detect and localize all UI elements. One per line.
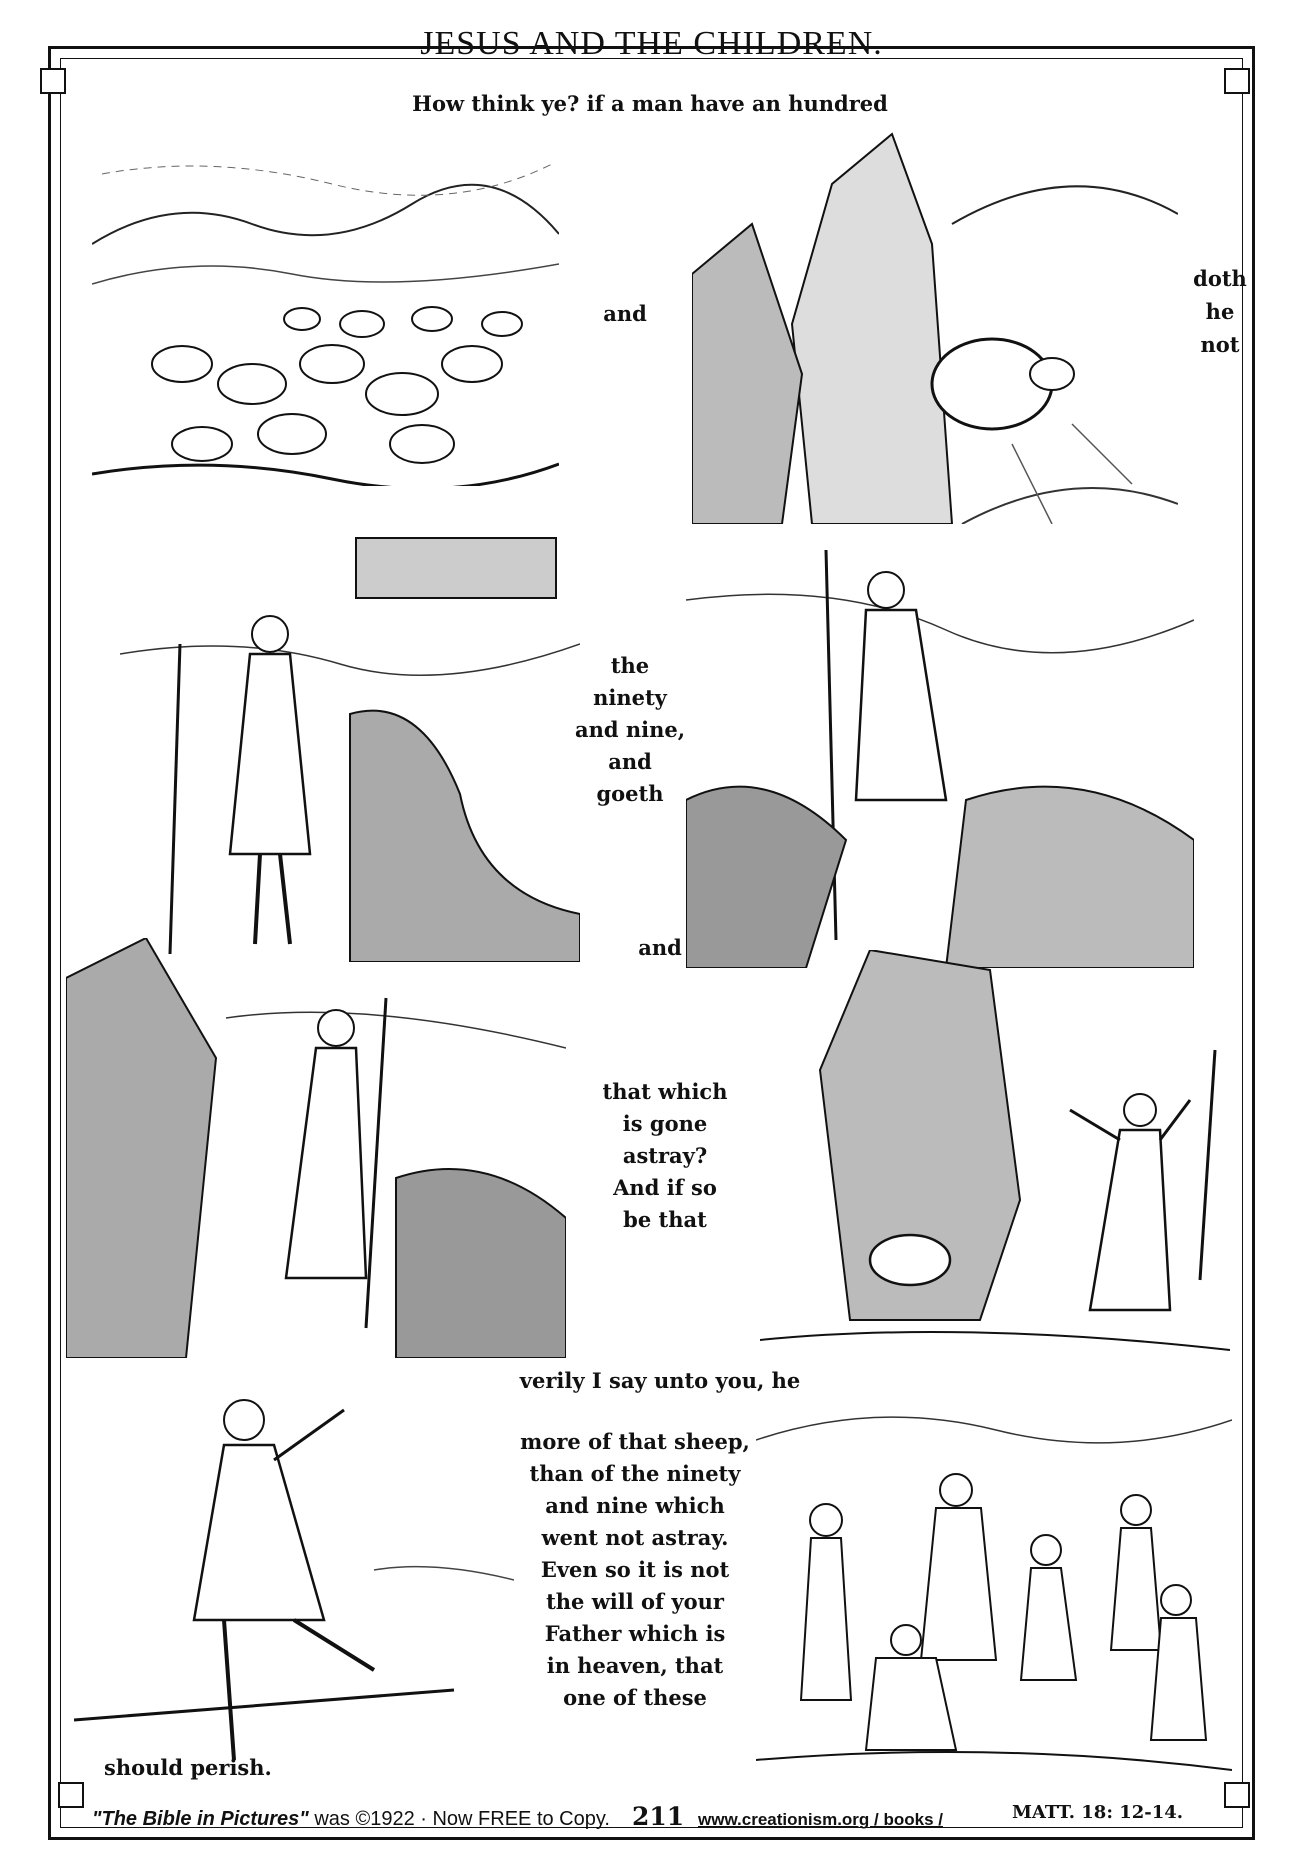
shepherd-finds-sheep-picture	[760, 950, 1230, 1370]
text-more-of-that-sheep: more of that sheep, than of the ninety and nine which went not astray. Even so it is not the will of your Father which is in heaven, that one of these	[520, 1429, 750, 1710]
copyright-note	[92, 1808, 610, 1831]
text-gone-astray: that which is gone astray? And if so be that	[602, 1079, 728, 1232]
text-ninety-and-nine: the ninety and nine, and goeth	[574, 653, 686, 806]
flock-of-sheep-picture	[92, 134, 559, 486]
shepherd-searching-picture	[66, 938, 566, 1358]
corner-ornament-bottom-right	[1224, 1782, 1250, 1808]
page-title: JESUS AND THE CHILDREN.	[420, 24, 883, 62]
scripture-reference: MATT. 18: 12-14.	[1012, 1802, 1184, 1823]
website-link[interactable]: www.creationism.org / books /	[698, 1810, 943, 1829]
text-how-think-ye: How think ye? if a man have an hundred	[412, 91, 888, 116]
text-and-1: and	[603, 301, 647, 326]
corner-ornament-top-right	[1224, 68, 1250, 94]
sheep-on-rocks-picture	[692, 124, 1178, 524]
corner-ornament-bottom-left	[58, 1782, 84, 1808]
copyright-text: was ©1922 · Now FREE to Copy.	[308, 1808, 610, 1830]
shepherd-leaving-fold-picture	[120, 534, 580, 962]
text-and-2: and	[638, 935, 682, 960]
shepherd-climbing-picture	[686, 540, 1194, 968]
children-group-picture	[756, 1400, 1232, 1780]
shepherd-rejoicing-picture	[74, 1390, 514, 1780]
page-number: 211	[632, 1802, 685, 1831]
text-verily: verily I say unto you, he	[519, 1368, 801, 1393]
text-doth-he-not: doth he not	[1193, 266, 1247, 357]
corner-ornament-top-left	[40, 68, 66, 94]
book-title: "The Bible in Pictures"	[92, 1808, 309, 1830]
text-should-perish: should perish.	[104, 1755, 272, 1780]
